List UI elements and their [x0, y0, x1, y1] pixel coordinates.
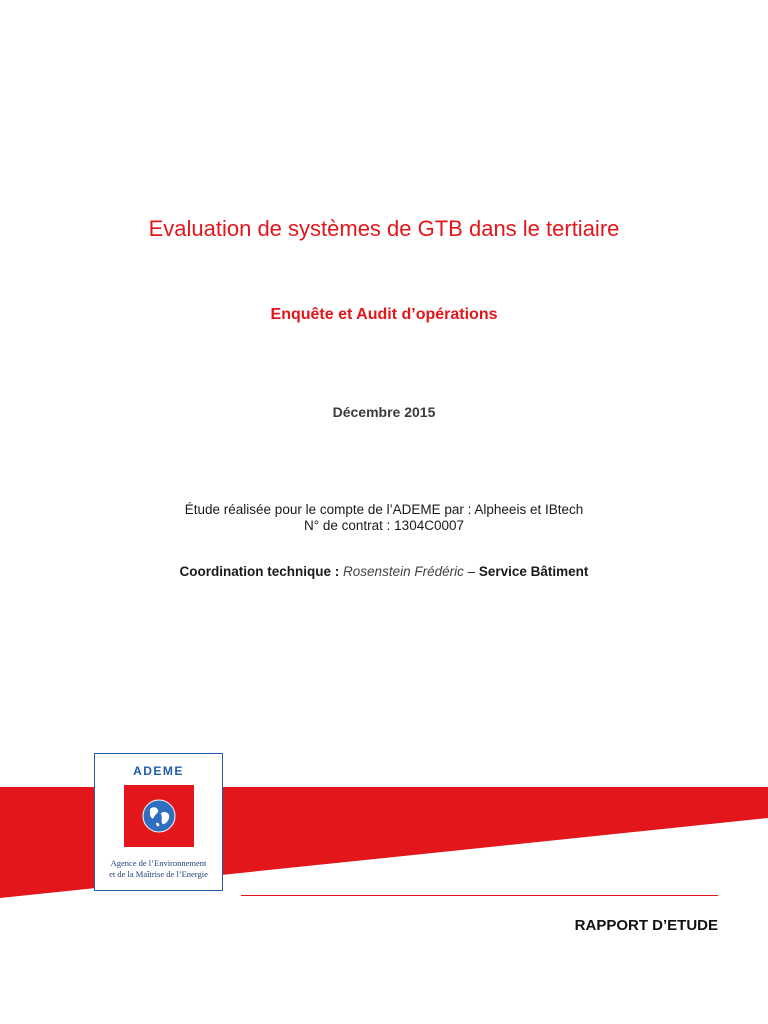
coordination-separator: –: [463, 564, 479, 579]
contract-number: N° de contrat : 1304C0007: [303, 518, 464, 533]
logo-caption-line2: et de la Maîtrise de l’Energie: [109, 869, 208, 879]
globe-icon: [142, 799, 176, 833]
logo-caption: [95, 858, 222, 880]
coordinator-name: Rosenstein Frédéric: [343, 564, 464, 579]
document-subtitle: Enquête et Audit d’opérations: [270, 306, 498, 323]
logo-caption-line1: Agence de l’Environnement: [110, 858, 207, 868]
report-type: RAPPORT D’ETUDE: [574, 917, 718, 934]
document-date: Décembre 2015: [332, 404, 436, 420]
footer-rule: [241, 895, 718, 896]
service-name: Service Bâtiment: [478, 564, 589, 579]
ademe-logo: [94, 753, 223, 891]
coordination-label: Coordination technique :: [179, 564, 344, 579]
study-authors: Alpheeis et IBtech: [474, 502, 584, 517]
study-prefix: Étude réalisée pour le compte de l’ADEME par :: [184, 502, 475, 517]
logo-name: ADEME: [133, 764, 184, 778]
document-title: Evaluation de systèmes de GTB dans le tertiaire: [148, 216, 620, 241]
logo-red-square: [124, 785, 194, 847]
